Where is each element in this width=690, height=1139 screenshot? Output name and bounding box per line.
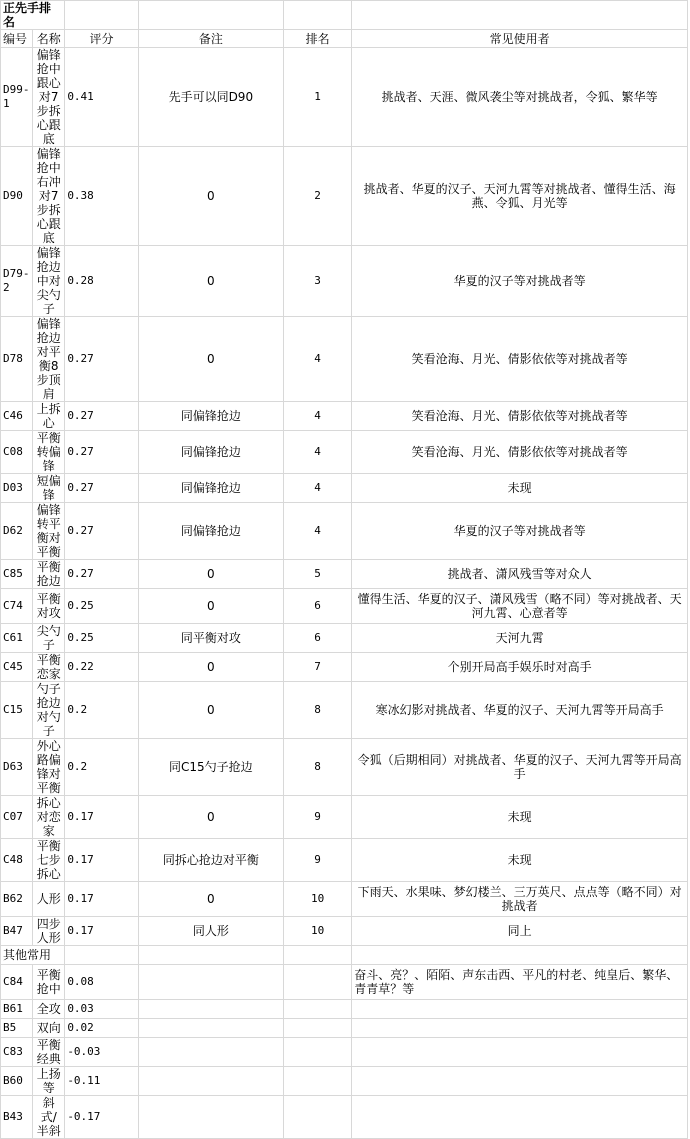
cell-users: 懂得生活、华夏的汉子、潇风残雪（略不同）等对挑战者、天河九霄、心意者等 xyxy=(352,589,688,624)
cell-code: D90 xyxy=(1,147,33,246)
cell-rank xyxy=(284,1019,352,1038)
section-title: 其他常用 xyxy=(1,946,65,965)
table-body xyxy=(1,1,688,1139)
cell-code: C74 xyxy=(1,589,33,624)
cell-code: B61 xyxy=(1,1000,33,1019)
section-row xyxy=(1,946,688,965)
cell-name: 斜式/半斜 xyxy=(33,1096,65,1139)
cell-code: C15 xyxy=(1,682,33,739)
cell-users: 未现 xyxy=(352,796,688,839)
cell-score: 0.17 xyxy=(65,917,138,946)
cell-rank: 6 xyxy=(284,589,352,624)
cell-score: 0.25 xyxy=(65,589,138,624)
header-name: 名称 xyxy=(33,30,65,48)
cell-rank: 1 xyxy=(284,48,352,147)
cell-users: 下雨天、水果味、梦幻楼兰、三万英尺、点点等（略不同）对挑战者 xyxy=(352,882,688,917)
cell-note: 先手可以同D90 xyxy=(138,48,283,147)
table-row xyxy=(1,917,688,946)
cell-name: 全攻 xyxy=(33,1000,65,1019)
cell-note: 0 xyxy=(138,653,283,682)
cell-name: 四步人形 xyxy=(33,917,65,946)
table-row xyxy=(1,839,688,882)
cell-users: 挑战者、华夏的汉子、天河九霄等对挑战者、懂得生活、海燕、令狐、月光等 xyxy=(352,147,688,246)
header-score: 评分 xyxy=(65,30,138,48)
cell-note xyxy=(138,1000,283,1019)
cell-score: 0.17 xyxy=(65,796,138,839)
cell-users: 同上 xyxy=(352,917,688,946)
table-row xyxy=(1,1019,688,1038)
cell-code: C85 xyxy=(1,560,33,589)
table-row xyxy=(1,624,688,653)
cell-code: D63 xyxy=(1,739,33,796)
cell-code: B62 xyxy=(1,882,33,917)
table-row xyxy=(1,246,688,317)
cell-rank: 4 xyxy=(284,474,352,503)
cell-rank: 3 xyxy=(284,246,352,317)
cell-note xyxy=(138,1019,283,1038)
cell-code: B43 xyxy=(1,1096,33,1139)
cell-note: 同偏锋抢边 xyxy=(138,431,283,474)
cell-users: 令狐（后期相同）对挑战者、华夏的汉子、天河九霄等开局高手 xyxy=(352,739,688,796)
cell-users: 未现 xyxy=(352,474,688,503)
cell-score: -0.11 xyxy=(65,1067,138,1096)
cell-note: 同平衡对攻 xyxy=(138,624,283,653)
table-row xyxy=(1,682,688,739)
cell-name: 平衡对攻 xyxy=(33,589,65,624)
cell-rank: 5 xyxy=(284,560,352,589)
cell-users: 笑看沧海、月光、倩影依依等对挑战者等 xyxy=(352,317,688,402)
cell-name: 双向 xyxy=(33,1019,65,1038)
cell-note: 0 xyxy=(138,682,283,739)
cell-name: 平衡恋家 xyxy=(33,653,65,682)
cell-rank xyxy=(284,1067,352,1096)
table-row xyxy=(1,1038,688,1067)
empty-cell xyxy=(138,946,283,965)
empty-cell xyxy=(65,946,138,965)
cell-score: 0.2 xyxy=(65,739,138,796)
cell-users: 个别开局高手娱乐时对高手 xyxy=(352,653,688,682)
cell-code: D03 xyxy=(1,474,33,503)
table-row xyxy=(1,1067,688,1096)
cell-rank: 10 xyxy=(284,917,352,946)
table-row xyxy=(1,739,688,796)
cell-users xyxy=(352,1000,688,1019)
cell-code: B60 xyxy=(1,1067,33,1096)
cell-users xyxy=(352,1019,688,1038)
cell-score: 0.27 xyxy=(65,474,138,503)
cell-note: 0 xyxy=(138,147,283,246)
cell-note: 0 xyxy=(138,246,283,317)
cell-name: 平衡抢中 xyxy=(33,965,65,1000)
cell-rank: 8 xyxy=(284,739,352,796)
cell-score: 0.27 xyxy=(65,431,138,474)
cell-score: 0.38 xyxy=(65,147,138,246)
cell-score: -0.17 xyxy=(65,1096,138,1139)
cell-name: 偏锋抢中右冲对7步拆心跟底 xyxy=(33,147,65,246)
cell-name: 勺子抢边对勺子 xyxy=(33,682,65,739)
title-row xyxy=(1,1,688,30)
table-row xyxy=(1,1000,688,1019)
cell-name: 短偏锋 xyxy=(33,474,65,503)
cell-rank: 2 xyxy=(284,147,352,246)
cell-note: 0 xyxy=(138,589,283,624)
cell-rank: 9 xyxy=(284,796,352,839)
cell-code: C08 xyxy=(1,431,33,474)
cell-code: C07 xyxy=(1,796,33,839)
table-row xyxy=(1,1096,688,1139)
cell-users xyxy=(352,1096,688,1139)
cell-users xyxy=(352,1038,688,1067)
cell-note: 同C15勺子抢边 xyxy=(138,739,283,796)
cell-score: 0.03 xyxy=(65,1000,138,1019)
cell-users: 华夏的汉子等对挑战者等 xyxy=(352,503,688,560)
cell-users: 奋斗、亮？、陌陌、声东击西、平凡的村老、纯皇后、繁华、青青草？等 xyxy=(352,965,688,1000)
cell-note: 同拆心抢边对平衡 xyxy=(138,839,283,882)
cell-users: 笑看沧海、月光、倩影依依等对挑战者等 xyxy=(352,431,688,474)
cell-score: 0.28 xyxy=(65,246,138,317)
cell-score: 0.08 xyxy=(65,965,138,1000)
table-row xyxy=(1,48,688,147)
cell-note: 0 xyxy=(138,560,283,589)
cell-rank: 10 xyxy=(284,882,352,917)
cell-score: 0.17 xyxy=(65,839,138,882)
cell-code: C48 xyxy=(1,839,33,882)
cell-users: 笑看沧海、月光、倩影依依等对挑战者等 xyxy=(352,402,688,431)
cell-name: 上拆心 xyxy=(33,402,65,431)
header-note: 备注 xyxy=(138,30,283,48)
cell-note: 同偏锋抢边 xyxy=(138,503,283,560)
cell-users: 寒冰幻影对挑战者、华夏的汉子、天河九霄等开局高手 xyxy=(352,682,688,739)
table-row xyxy=(1,882,688,917)
cell-score: 0.25 xyxy=(65,624,138,653)
cell-name: 偏锋抢边对平衡8步顶肩 xyxy=(33,317,65,402)
table-row xyxy=(1,965,688,1000)
cell-name: 外心路偏锋对平衡 xyxy=(33,739,65,796)
cell-rank: 4 xyxy=(284,431,352,474)
cell-code: C84 xyxy=(1,965,33,1000)
cell-rank: 6 xyxy=(284,624,352,653)
cell-code: C46 xyxy=(1,402,33,431)
cell-note xyxy=(138,1096,283,1139)
table-row xyxy=(1,147,688,246)
cell-rank: 7 xyxy=(284,653,352,682)
table-row xyxy=(1,317,688,402)
cell-rank xyxy=(284,1038,352,1067)
cell-users xyxy=(352,1067,688,1096)
cell-score: -0.03 xyxy=(65,1038,138,1067)
cell-note xyxy=(138,1038,283,1067)
cell-rank xyxy=(284,965,352,1000)
table-row xyxy=(1,402,688,431)
table-row xyxy=(1,503,688,560)
sheet-title: 正先手排名 xyxy=(1,1,65,30)
cell-score: 0.27 xyxy=(65,402,138,431)
cell-code: D99-1 xyxy=(1,48,33,147)
empty-cell xyxy=(352,946,688,965)
cell-rank xyxy=(284,1000,352,1019)
cell-rank: 4 xyxy=(284,503,352,560)
cell-name: 平衡经典 xyxy=(33,1038,65,1067)
cell-users: 华夏的汉子等对挑战者等 xyxy=(352,246,688,317)
cell-code: C45 xyxy=(1,653,33,682)
cell-users: 挑战者、天涯、微风袭尘等对挑战者，令狐、繁华等 xyxy=(352,48,688,147)
header-users: 常见使用者 xyxy=(352,30,688,48)
cell-code: D79-2 xyxy=(1,246,33,317)
cell-code: C61 xyxy=(1,624,33,653)
header-row xyxy=(1,30,688,48)
cell-code: B47 xyxy=(1,917,33,946)
cell-note: 同偏锋抢边 xyxy=(138,474,283,503)
cell-users: 挑战者、潇风残雪等对众人 xyxy=(352,560,688,589)
empty-cell xyxy=(284,946,352,965)
cell-name: 平衡抢边 xyxy=(33,560,65,589)
cell-users: 天河九霄 xyxy=(352,624,688,653)
cell-name: 偏锋抢中跟心对7步拆心跟底 xyxy=(33,48,65,147)
table-row xyxy=(1,796,688,839)
cell-score: 0.41 xyxy=(65,48,138,147)
cell-code: D62 xyxy=(1,503,33,560)
cell-name: 拆心对恋家 xyxy=(33,796,65,839)
table-row xyxy=(1,431,688,474)
cell-name: 偏锋转平衡对平衡 xyxy=(33,503,65,560)
cell-rank xyxy=(284,1096,352,1139)
cell-code: D78 xyxy=(1,317,33,402)
cell-users: 未现 xyxy=(352,839,688,882)
table-row xyxy=(1,653,688,682)
cell-note xyxy=(138,965,283,1000)
cell-code: C83 xyxy=(1,1038,33,1067)
table-row xyxy=(1,474,688,503)
cell-score: 0.2 xyxy=(65,682,138,739)
header-code: 编号 xyxy=(1,30,33,48)
cell-note xyxy=(138,1067,283,1096)
cell-name: 尖勺子 xyxy=(33,624,65,653)
cell-name: 偏锋抢边中对尖勺子 xyxy=(33,246,65,317)
cell-score: 0.17 xyxy=(65,882,138,917)
cell-score: 0.27 xyxy=(65,317,138,402)
cell-name: 平衡转偏锋 xyxy=(33,431,65,474)
table-row xyxy=(1,560,688,589)
cell-rank: 4 xyxy=(284,317,352,402)
cell-score: 0.27 xyxy=(65,560,138,589)
cell-note: 0 xyxy=(138,796,283,839)
cell-name: 上扬等 xyxy=(33,1067,65,1096)
cell-score: 0.22 xyxy=(65,653,138,682)
cell-rank: 9 xyxy=(284,839,352,882)
cell-note: 0 xyxy=(138,882,283,917)
cell-rank: 8 xyxy=(284,682,352,739)
cell-note: 同人形 xyxy=(138,917,283,946)
cell-score: 0.27 xyxy=(65,503,138,560)
cell-name: 人形 xyxy=(33,882,65,917)
header-rank: 排名 xyxy=(284,30,352,48)
cell-code: B5 xyxy=(1,1019,33,1038)
cell-note: 0 xyxy=(138,317,283,402)
cell-score: 0.02 xyxy=(65,1019,138,1038)
cell-rank: 4 xyxy=(284,402,352,431)
cell-note: 同偏锋抢边 xyxy=(138,402,283,431)
cell-name: 平衡七步拆心 xyxy=(33,839,65,882)
table-row xyxy=(1,589,688,624)
